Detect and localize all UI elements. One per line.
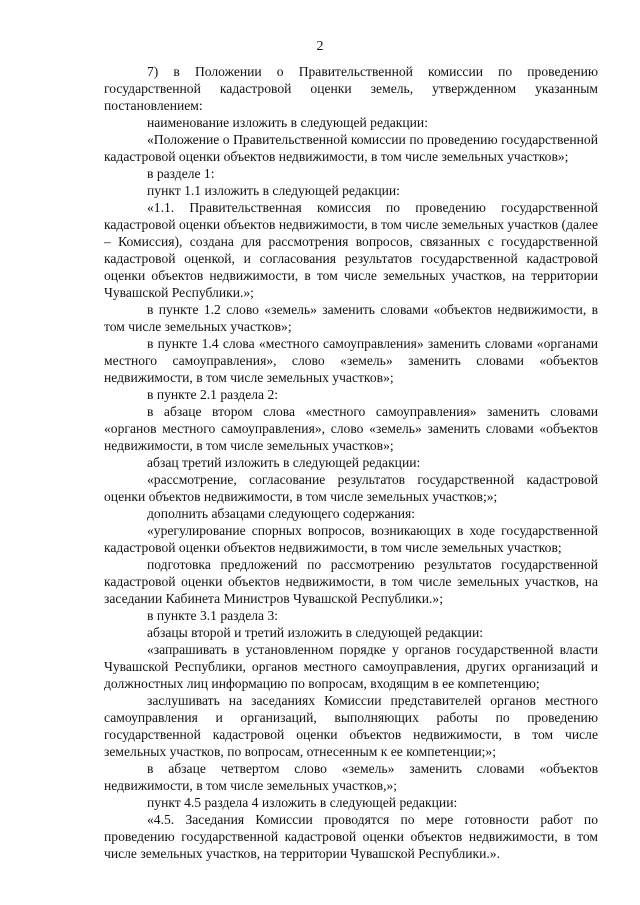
paragraph-amendment-7: 7) в Положении о Правительственной комиссии по проведению государственной кадастровой оценки земель, утвержденном указанным постановлением: bbox=[104, 64, 598, 113]
paragraph-request-info: «запрашивать в установленном порядке у органов государственной власти Чувашской Республики, органов местного самоуправления, других организаций и должностных лиц информацию по вопросам, входящим в ее компетенцию; bbox=[104, 642, 598, 691]
paragraph-abzac-2: в абзаце втором слова «местного самоуправления» заменить словами «органов местного самоуправления», слово «земель» заменить словами «объектов недвижимости, в том числе земельных участков»; bbox=[104, 404, 598, 453]
paragraph-item-1-4: в пункте 1.4 слова «местного самоуправления» заменить словами «органами местного самоуправления», слово «земель» заменить словами «объектов недвижимости, в том числе земельных участков»; bbox=[104, 336, 598, 385]
paragraph-item-1-1-text: «1.1. Правительственная комиссия по проведению государственной кадастровой оценки объектов недвижимости, в том числе земельных участков (далее – Комиссия), создана для рассмотрения вопросов, связанных с государственной кадастровой оценкой, и согласования результатов государственной кадастровой оценки объектов недвижимости, в том числе земельных участков, на территории Чувашской Республики.»; bbox=[104, 200, 598, 300]
document-body bbox=[104, 63, 598, 862]
paragraph-add-abzacs: дополнить абзацами следующего содержания: bbox=[147, 506, 416, 521]
paragraph-item-1-2: в пункте 1.2 слово «земель» заменить словами «объектов недвижимости, в том числе земельных участков»; bbox=[104, 302, 598, 334]
paragraph-section-1: в разделе 1: bbox=[147, 166, 215, 181]
paragraph-abzac-3-text: «рассмотрение, согласование результатов государственной кадастровой оценки объектов недвижимости, в том числе земельных участков;»; bbox=[104, 472, 598, 504]
paragraph-item-3-1: в пункте 3.1 раздела 3: bbox=[147, 608, 279, 623]
paragraph-item-2-1: в пункте 2.1 раздела 2: bbox=[147, 387, 279, 402]
paragraph-abzacs-2-3-intro: абзацы второй и третий изложить в следующей редакции: bbox=[147, 625, 483, 640]
paragraph-hear-reps: заслушивать на заседаниях Комиссии представителей органов местного самоуправления и организаций, выполняющих работы по проведению государственной кадастровой оценки объектов недвижимости, в том числе земельных участков, по вопросам, отнесенным к ее компетенции;»; bbox=[104, 693, 598, 759]
paragraph-item-1-1-intro: пункт 1.1 изложить в следующей редакции: bbox=[147, 183, 400, 198]
paragraph-abzac-4: в абзаце четвертом слово «земель» заменить словами «объектов недвижимости, в том числе земельных участков,»; bbox=[104, 761, 598, 793]
paragraph-item-4-5-text: «4.5. Заседания Комиссии проводятся по мере готовности работ по проведению государственной кадастровой оценки объектов недвижимости, в том числе земельных участков, на территории Чувашской Республики.». bbox=[104, 812, 598, 861]
page-number: 2 bbox=[316, 39, 324, 54]
paragraph-proposals: подготовка предложений по рассмотрению результатов государственной кадастровой оценки объектов недвижимости, в том числе земельных участков, на заседании Кабинета Министров Чувашской Республики.»; bbox=[104, 557, 598, 606]
paragraph-title-change: наименование изложить в следующей редакции: bbox=[147, 115, 428, 130]
paragraph-item-4-5-intro: пункт 4.5 раздела 4 изложить в следующей редакции: bbox=[147, 795, 458, 810]
paragraph-new-title: «Положение о Правительственной комиссии по проведению государственной кадастровой оценки объектов недвижимости, в том числе земельных участков»; bbox=[104, 132, 598, 164]
paragraph-disputes: «урегулирование спорных вопросов, возникающих в ходе государственной кадастровой оценки объектов недвижимости, в том числе земельных участков; bbox=[104, 523, 598, 555]
paragraph-abzac-3-intro: абзац третий изложить в следующей редакции: bbox=[147, 455, 421, 470]
